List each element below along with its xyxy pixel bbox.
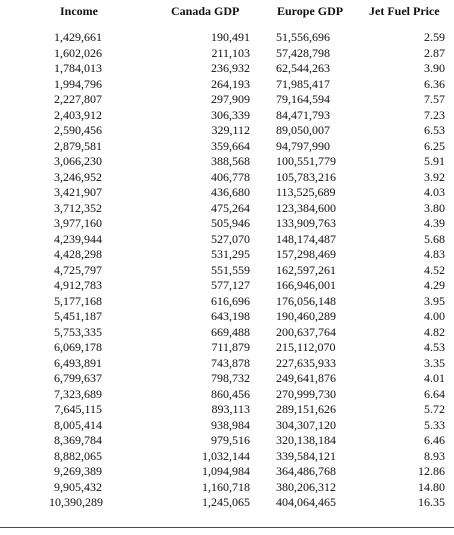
cropped-text-bottom [10,531,22,535]
cell-canada-gdp: 1,245,065 [202,495,250,509]
table-row [0,371,454,387]
cell-income: 6,799,637 [54,371,102,385]
cell-income: 10,390,289 [49,495,103,509]
table-row [0,309,454,325]
cell-jet-fuel-price: 2.87 [424,45,445,60]
cell-europe-gdp: 339,584,121 [276,448,336,463]
cell-jet-fuel-price: 4.29 [424,278,445,292]
table-row [0,92,454,108]
cell-income: 7,645,115 [54,402,102,416]
cell-income: 2,227,807 [54,92,102,106]
table-row [0,418,454,434]
cell-canada-gdp: 979,516 [211,433,250,447]
cell-canada-gdp: 388,568 [211,154,250,168]
cell-jet-fuel-price: 4.39 [424,216,445,230]
cropped-text-top [0,0,454,1]
cell-jet-fuel-price: 3.90 [424,61,445,75]
cell-jet-fuel-price: 5.72 [424,402,445,416]
cell-europe-gdp: 89,050,007 [276,123,330,137]
cell-canada-gdp: 359,664 [211,138,250,153]
cell-canada-gdp: 577,127 [211,278,250,292]
cell-income: 3,066,230 [54,154,102,168]
cell-jet-fuel-price: 3.95 [424,293,445,308]
table-row [0,278,454,294]
cell-jet-fuel-price: 5.91 [424,154,445,168]
cell-jet-fuel-price: 5.33 [424,417,445,432]
cell-jet-fuel-price: 14.80 [418,479,445,494]
cell-income: 3,712,352 [54,200,102,215]
table-row [0,294,454,310]
cell-europe-gdp: 51,556,696 [276,30,330,44]
table-row [0,402,454,418]
table-row [0,170,454,186]
cell-canada-gdp: 505,946 [211,216,250,230]
cell-europe-gdp: 94,797,990 [276,138,330,153]
cell-canada-gdp: 1,160,718 [202,479,250,494]
cell-europe-gdp: 162,597,261 [276,262,336,277]
cell-income: 4,239,944 [54,231,102,246]
table-row [0,123,454,139]
cell-canada-gdp: 190,491 [211,30,250,44]
cell-income: 1,994,796 [54,76,102,91]
cell-europe-gdp: 249,641,876 [276,371,336,385]
cell-jet-fuel-price: 7.23 [424,107,445,122]
cell-europe-gdp: 270,999,730 [276,386,336,401]
table-row [0,263,454,279]
cell-europe-gdp: 148,174,487 [276,231,336,246]
table-bottom-rule [0,527,454,528]
table-row [0,216,454,232]
cell-income: 7,323,689 [54,386,102,401]
table-row [0,433,454,449]
header-income: Income [60,4,98,18]
table-header-row [0,4,454,20]
cell-jet-fuel-price: 5.68 [424,231,445,246]
cell-jet-fuel-price: 7.57 [424,92,445,106]
cell-europe-gdp: 84,471,793 [276,107,330,122]
cell-canada-gdp: 436,680 [211,185,250,199]
cell-income: 5,177,168 [54,293,102,308]
cell-europe-gdp: 105,783,216 [276,169,336,184]
header-europe-gdp: Europe GDP [277,4,344,18]
cell-canada-gdp: 669,488 [211,324,250,339]
cell-canada-gdp: 329,112 [211,123,250,137]
cell-jet-fuel-price: 4.52 [424,262,445,277]
cell-europe-gdp: 71,985,417 [276,76,330,91]
cell-europe-gdp: 113,525,689 [276,185,336,199]
cell-income: 6,493,891 [54,355,102,370]
cell-jet-fuel-price: 4.82 [424,324,445,339]
cell-canada-gdp: 406,778 [211,169,250,184]
cell-europe-gdp: 79,164,594 [276,92,330,106]
cell-europe-gdp: 404,064,465 [276,495,336,509]
cell-income: 4,428,298 [54,247,102,261]
table-row [0,495,454,511]
cell-income: 9,905,432 [54,479,102,494]
table-row [0,201,454,217]
cell-income: 8,005,414 [54,417,102,432]
table-row [0,449,454,465]
cell-europe-gdp: 57,428,798 [276,45,330,60]
table-row [0,46,454,62]
cell-jet-fuel-price: 6.53 [424,123,445,137]
cell-canada-gdp: 211,103 [211,45,250,60]
table-row [0,108,454,124]
cell-income: 2,879,581 [54,138,102,153]
cell-europe-gdp: 227,635,933 [276,355,336,370]
cell-canada-gdp: 551,559 [211,262,250,277]
cell-income: 2,590,456 [54,123,102,137]
cell-canada-gdp: 711,879 [211,340,250,354]
table-row [0,61,454,77]
cell-europe-gdp: 215,112,070 [276,340,336,354]
table-body [0,30,454,511]
cell-europe-gdp: 100,551,779 [276,154,336,168]
cell-jet-fuel-price: 4.03 [424,185,445,199]
table-row [0,480,454,496]
cell-europe-gdp: 289,151,626 [276,402,336,416]
cell-income: 4,912,783 [54,278,102,292]
cell-jet-fuel-price: 2.59 [424,30,445,44]
cell-europe-gdp: 123,384,600 [276,200,336,215]
table-row [0,154,454,170]
cell-jet-fuel-price: 3.35 [424,355,445,370]
cell-income: 1,784,013 [54,61,102,75]
table-row [0,356,454,372]
cell-canada-gdp: 1,094,984 [202,464,250,478]
cell-income: 8,369,784 [54,433,102,447]
cell-canada-gdp: 475,264 [211,200,250,215]
cell-europe-gdp: 166,946,001 [276,278,336,292]
cell-europe-gdp: 364,486,768 [276,464,336,478]
table-row [0,325,454,341]
cell-income: 3,246,952 [54,169,102,184]
cell-jet-fuel-price: 6.64 [424,386,445,401]
cell-income: 5,451,187 [54,309,102,323]
cell-canada-gdp: 236,932 [211,61,250,75]
header-jet-fuel-price: Jet Fuel Price [369,4,440,18]
table-row [0,232,454,248]
table-row [0,340,454,356]
table-row [0,185,454,201]
cell-income: 1,602,026 [54,45,102,60]
table-row [0,30,454,46]
cell-europe-gdp: 320,138,184 [276,433,336,447]
table-row [0,387,454,403]
header-canada-gdp: Canada GDP [171,4,240,18]
cell-canada-gdp: 297,909 [211,92,250,106]
cell-canada-gdp: 306,339 [211,107,250,122]
cell-jet-fuel-price: 4.53 [424,340,445,354]
cell-jet-fuel-price: 4.01 [424,371,445,385]
cell-jet-fuel-price: 12.86 [418,464,445,478]
cell-canada-gdp: 616,696 [211,293,250,308]
cell-europe-gdp: 190,460,289 [276,309,336,323]
cell-europe-gdp: 380,206,312 [276,479,336,494]
table-row [0,464,454,480]
cell-jet-fuel-price: 4.00 [424,309,445,323]
cell-jet-fuel-price: 3.80 [424,200,445,215]
table-row [0,77,454,93]
cell-income: 2,403,912 [54,107,102,122]
cell-europe-gdp: 157,298,469 [276,247,336,261]
cell-income: 8,882,065 [54,448,102,463]
cell-canada-gdp: 860,456 [211,386,250,401]
cell-income: 1,429,661 [54,30,102,44]
cell-canada-gdp: 531,295 [211,247,250,261]
cell-jet-fuel-price: 6.46 [424,433,445,447]
cell-jet-fuel-price: 16.35 [418,495,445,509]
cell-jet-fuel-price: 6.36 [424,76,445,91]
table-row [0,247,454,263]
cell-europe-gdp: 133,909,763 [276,216,336,230]
cell-jet-fuel-price: 6.25 [424,138,445,153]
cell-jet-fuel-price: 8.93 [424,448,445,463]
cell-europe-gdp: 304,307,120 [276,417,336,432]
cell-canada-gdp: 893,113 [211,402,250,416]
cell-europe-gdp: 200,637,764 [276,324,336,339]
cell-income: 9,269,389 [54,464,102,478]
cell-canada-gdp: 264,193 [211,76,250,91]
cell-income: 3,421,907 [54,185,102,199]
cell-jet-fuel-price: 4.83 [424,247,445,261]
cell-europe-gdp: 176,056,148 [276,293,336,308]
table-row [0,139,454,155]
cell-canada-gdp: 798,732 [211,371,250,385]
cell-canada-gdp: 643,198 [211,309,250,323]
cell-canada-gdp: 743,878 [211,355,250,370]
cell-canada-gdp: 938,984 [211,417,250,432]
cell-jet-fuel-price: 3.92 [424,169,445,184]
cell-canada-gdp: 527,070 [211,231,250,246]
cell-income: 4,725,797 [54,262,102,277]
cell-income: 3,977,160 [54,216,102,230]
cell-income: 6,069,178 [54,340,102,354]
cell-income: 5,753,335 [54,324,102,339]
cell-europe-gdp: 62,544,263 [276,61,330,75]
cell-canada-gdp: 1,032,144 [202,448,250,463]
